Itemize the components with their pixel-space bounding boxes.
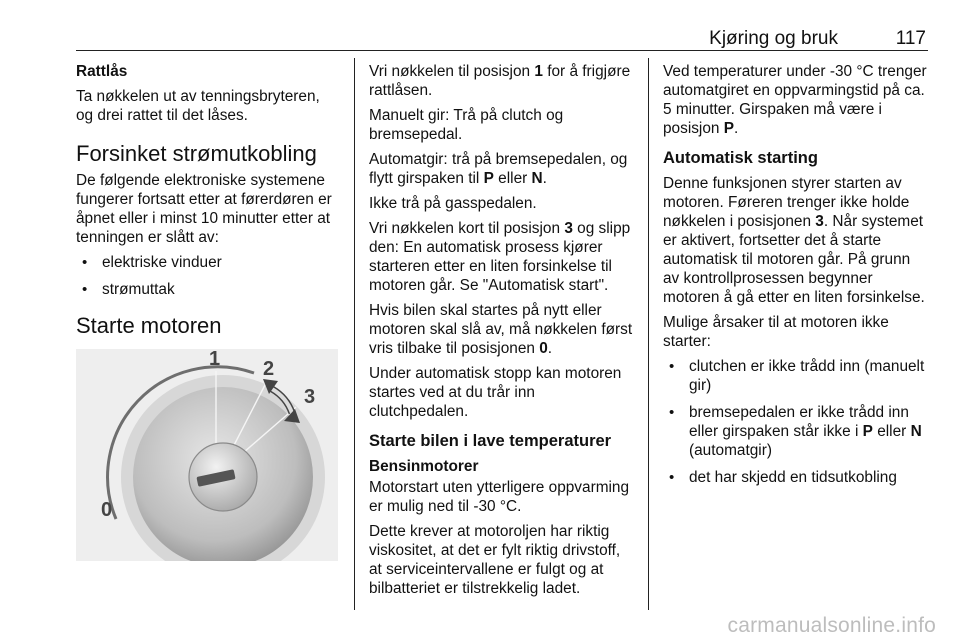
column-2	[369, 62, 637, 604]
paragraph: Dette krever at motoroljen har riktig viskositet, at det er fylt riktig drivstoff, at serviceintervallene er fulgt og at bilbatteriet er tilstrekkelig ladet.	[369, 523, 621, 597]
page-number: 117	[895, 28, 926, 49]
paragraph: Hvis bilen skal startes på nytt eller motoren skal slå av, må nøkkelen først vris tilbake til posisjonen 0.	[369, 302, 633, 357]
column-divider-1	[354, 58, 355, 610]
heading-rattlas: Rattlås	[76, 63, 128, 80]
paragraph: Manuelt gir: Trå på clutch og bremsepedal.	[369, 107, 564, 143]
column-1	[76, 62, 340, 566]
heading-bensinmotorer: Bensinmotorer	[369, 458, 479, 475]
label-position-1: 1	[209, 349, 221, 370]
heading-lave-temperaturer: Starte bilen i lave temperaturer	[369, 432, 612, 450]
list-item: • clutchen er ikke trådd inn (manuelt gir)	[663, 357, 929, 395]
list-item: • bremsepedalen er ikke trådd inn eller girspaken står ikke i P eller N (automatgir)	[663, 403, 929, 460]
paragraph: Under automatisk stopp kan motoren startes ved at du trår inn clutchpedalen.	[369, 365, 622, 420]
heading-forsinket: Forsinket strømutkobling	[76, 141, 317, 166]
page-header	[76, 26, 928, 51]
label-position-3: 3	[304, 386, 316, 408]
paragraph: Ikke trå på gasspedalen.	[369, 195, 537, 212]
paragraph: Vri nøkkelen til posisjon 1 for å frigjøre rattlåsen.	[369, 63, 631, 99]
column-3	[663, 62, 929, 495]
paragraph: Ved temperaturer under -30 °C trenger automatgiret en oppvarmingstid på ca. 5 minutter. Girspaken må være i posisjon P.	[663, 63, 927, 137]
list-item: • strømuttak	[76, 280, 340, 299]
header-title: Kjøring og bruk	[709, 28, 838, 49]
label-position-2: 2	[263, 358, 275, 380]
heading-automatisk-starting: Automatisk starting	[663, 149, 818, 167]
column-divider-2	[648, 58, 649, 610]
paragraph: Vri nøkkelen kort til posisjon 3 og slipp den: En automatisk prosess kjører starteren etter en liten forsinkelse til motoren går. Se "Automatisk start".	[369, 220, 631, 294]
watermark-text: carmanualsonline.info	[727, 614, 936, 637]
paragraph: Mulige årsaker til at motoren ikke starter:	[663, 314, 889, 350]
heading-starte: Starte motoren	[76, 313, 222, 338]
paragraph: Motorstart uten ytterligere oppvarming er mulig ned til -30 °C.	[369, 479, 630, 515]
list-item: • elektriske vinduer	[76, 253, 340, 272]
list-item: • det har skjedd en tidsutkobling	[663, 468, 929, 487]
paragraph-forsinket: De følgende elektroniske systemene fungerer fortsatt etter at førerdøren er åpnet eller i minst 10 minutter etter at tenningen er slått av:	[76, 172, 332, 246]
paragraph: Denne funksjonen styrer starten av motoren. Føreren trenger ikke holde nøkkelen i posisjonen 3. Når systemet er aktivert, fortsetter det å starte automatisk til motoren går. På grunn av kontrollprosessen begynner motoren å gå etter en liten forsinkelse.	[663, 175, 925, 306]
paragraph-rattlas: Ta nøkkelen ut av tenningsbryteren, og drei rattet til det låses.	[76, 88, 320, 124]
paragraph: Automatgir: trå på bremsepedalen, og flytt girspaken til P eller N.	[369, 151, 628, 187]
bullet-list-1	[76, 253, 340, 299]
bullet-list-2	[663, 357, 929, 487]
ignition-switch-illustration	[76, 349, 338, 561]
label-position-0: 0	[101, 499, 113, 521]
